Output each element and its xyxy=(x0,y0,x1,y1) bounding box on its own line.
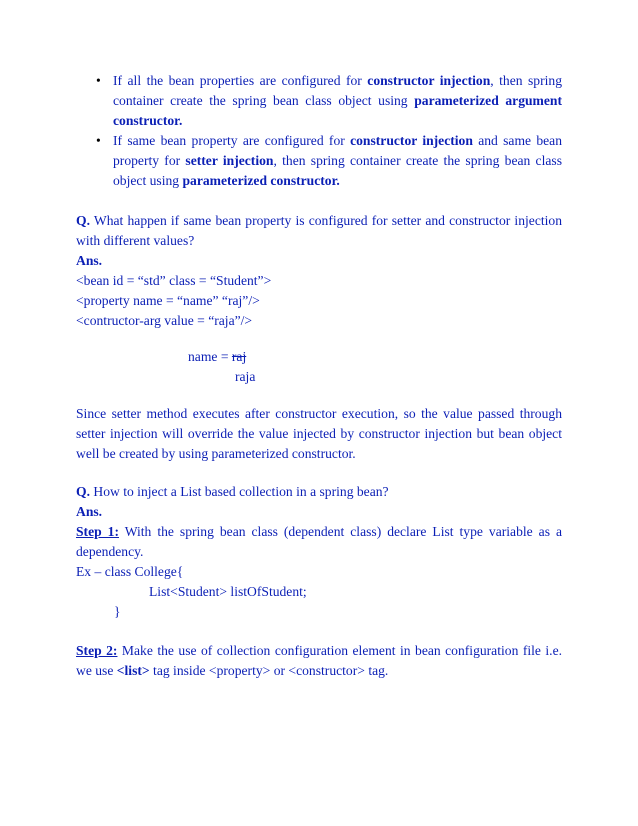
code-line: List<Student> listOfStudent; xyxy=(149,584,307,599)
question-1 xyxy=(76,211,562,251)
code-line: <bean id = “std” class = “Student”> xyxy=(76,273,272,288)
code-line: <property name = “name” “raj”/> xyxy=(76,293,260,308)
code-line: Ex – class College{ xyxy=(76,564,184,579)
name-prefix: name = xyxy=(188,349,232,364)
bold-term: parameterized constructor. xyxy=(182,173,340,188)
old-value: raj xyxy=(231,349,247,364)
bold-term: constructor injection xyxy=(367,73,491,88)
new-value: raja xyxy=(235,369,256,384)
question-label: Q. xyxy=(76,213,90,228)
code-example xyxy=(76,562,562,622)
step-text: With the spring bean class (dependent class) declare List type variable as a dependency. xyxy=(76,524,562,559)
bullet-icon: • xyxy=(96,73,101,88)
question-2 xyxy=(76,482,562,502)
step-text: Make the use of collection configuration element in bean configuration file i.e. we use xyxy=(76,643,563,678)
answer-label: Ans. xyxy=(76,253,103,268)
step-1 xyxy=(76,522,562,562)
list-tag: <list> xyxy=(116,663,150,678)
bullet-item-1: • If all the bean properties are configured for constructor injection, then spring container create the spring bean class object using parameterized argument constructor. xyxy=(96,73,563,128)
code-line: <contructor-arg value = “raja”/> xyxy=(76,313,253,328)
bold-term: constructor injection xyxy=(350,133,473,148)
bold-term: parameterized argument constructor. xyxy=(113,93,563,128)
bold-term: setter injection xyxy=(185,153,274,168)
step-text: tag inside <property> or <constructor> tag. xyxy=(149,663,389,678)
bullet-item-2: • If same bean property are configured for constructor injection and same bean property for setter injection, then spring container create the spring bean class object using parameterized constructor. xyxy=(96,133,563,188)
code-line: } xyxy=(114,604,121,619)
question-label: Q. xyxy=(76,484,90,499)
answer-2-label: Ans. xyxy=(76,504,103,519)
bullet-list xyxy=(76,71,562,191)
value-override-illustration xyxy=(188,347,388,387)
explanation-paragraph: Since setter method executes after constructor execution, so the value passed through setter injection will override the value injected by constructor injection but bean object well be created by using parameterized constructor. xyxy=(76,406,562,461)
question-text: How to inject a List based collection in a spring bean? xyxy=(89,484,389,499)
bullet-icon: • xyxy=(96,133,101,148)
step-label: Step 2: xyxy=(76,643,118,658)
question-text: What happen if same bean property is configured for setter and constructor injection with different values? xyxy=(76,213,562,248)
answer-1 xyxy=(76,251,562,331)
step-2 xyxy=(76,641,562,681)
step-label: Step 1: xyxy=(76,524,119,539)
